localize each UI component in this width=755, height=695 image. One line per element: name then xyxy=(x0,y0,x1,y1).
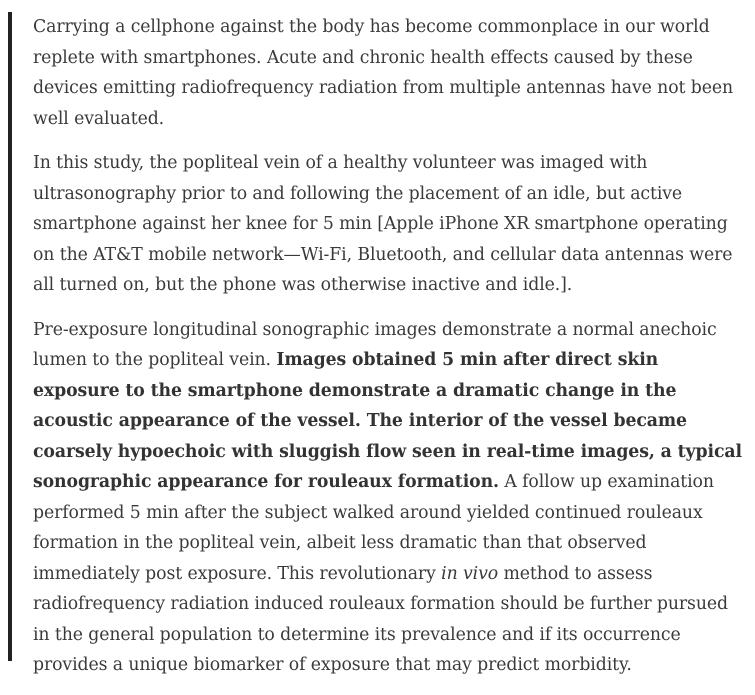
paragraph-3-bold-findings: Images obtained 5 min after direct skin exposure to the smartphone demonstrate a dramatic change in the acoustic appearance of the vessel. The interior of the vessel became coarsely hypoechoic with sluggish flow seen in real-time images, a typical sonographic appearance for rouleaux formation. xyxy=(33,350,742,492)
paragraph-3-middle: A follow up examination performed 5 min after the subject walked around yielded continued rouleaux formation in the popliteal vein, albeit less dramatic than that observed immediately post exposure. This revolutionary xyxy=(33,472,714,584)
blockquote-content xyxy=(33,12,743,695)
paragraph-3-intro: Pre-exposure longitudinal sonographic images demonstrate a normal anechoic lumen to the popliteal vein. xyxy=(33,319,717,370)
paragraph-1: Carrying a cellphone against the body has become commonplace in our world replete with smartphones. Acute and chronic health effects caused by these devices emitting radiofrequency radiation from multiple antennas have not been well evaluated. xyxy=(33,17,733,129)
paragraph-3 xyxy=(33,315,743,681)
paragraph-3-end: method to assess radiofrequency radiation induced rouleaux formation should be further pursued in the general population to determine its prevalence and if its occurrence provides a unique biomarker of exposure that may predict morbidity. xyxy=(33,563,728,675)
paragraph-2: In this study, the popliteal vein of a healthy volunteer was imaged with ultrasonography prior to and following the placement of an idle, but active smartphone against her knee for 5 min [Apple iPhone XR smartphone operating on the AT&T mobile network—Wi-Fi, Bluetooth, and cellular data antennas were all turned on, but the phone was otherwise inactive and idle.]. xyxy=(33,153,733,295)
blockquote-bar xyxy=(8,12,12,661)
paragraph-3-italic-term: in vivo xyxy=(441,563,499,584)
